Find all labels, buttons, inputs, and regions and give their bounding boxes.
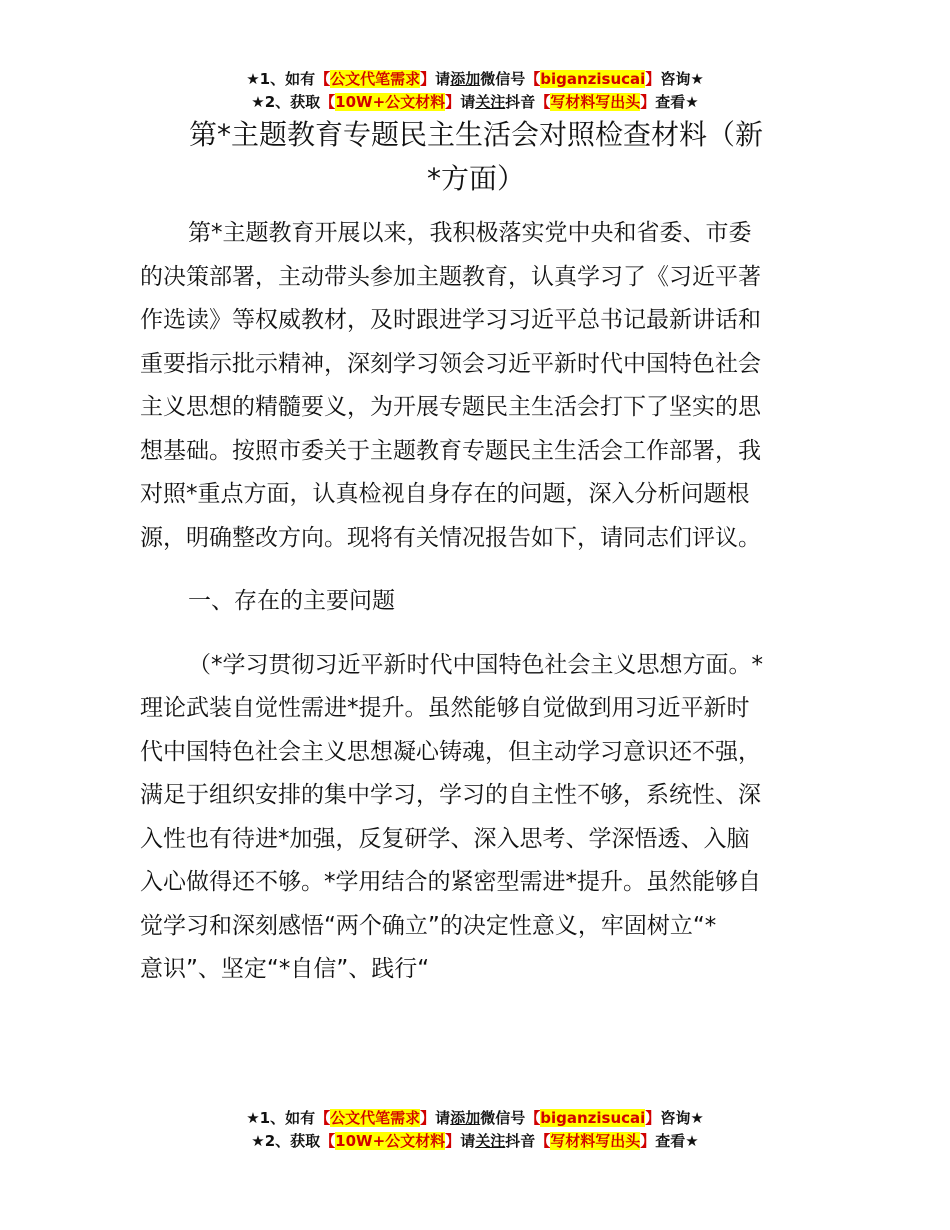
text-line: 入性也有待进*加强，反复研学、深入思考、学深悟透、入脑 bbox=[140, 825, 750, 852]
highlight-materials: 10W+公文材料 bbox=[335, 93, 446, 111]
bracket: 【 bbox=[315, 1109, 331, 1127]
document-body bbox=[140, 212, 812, 992]
banner-line-1 bbox=[0, 1107, 950, 1130]
paragraph-gap bbox=[140, 624, 812, 644]
banner-underlined-text: 添加 bbox=[450, 1109, 481, 1127]
banner-line-1 bbox=[0, 68, 950, 91]
text-line: 对照*重点方面，认真检视自身存在的问题，深入分析问题根 bbox=[140, 481, 750, 507]
bracket: 【 bbox=[320, 93, 336, 111]
banner-text: 咨询★ bbox=[660, 1109, 704, 1127]
text-line: 想基础。按照市委关于主题教育专题民主生活会工作部署，我 bbox=[140, 437, 761, 464]
banner-text: 抖音 bbox=[505, 93, 536, 111]
highlight-douyin-account: 写材料写出头 bbox=[550, 93, 641, 111]
paragraph-gap bbox=[140, 560, 812, 580]
banner-text: ★1、如有 bbox=[246, 70, 316, 88]
text-line: （*学习贯彻习近平新时代中国特色社会主义思想方面。* bbox=[188, 651, 763, 678]
banner-text: 请 bbox=[460, 93, 476, 111]
bracket: 】 bbox=[640, 93, 656, 111]
text-line: 满足于组织安排的集中学习，学习的自主性不够，系统性、深 bbox=[140, 782, 761, 808]
title-line: 第*主题教育专题民主生活会对照检查材料（新 bbox=[188, 118, 763, 151]
banner-text: 咨询★ bbox=[660, 70, 704, 88]
document-title bbox=[140, 113, 812, 201]
text-line: 的决策部署，主动带头参加主题教育，认真学习了《习近平著 bbox=[140, 263, 761, 290]
text-line: 理论武装自觉性需进*提升。虽然能够自觉做到用习近平新时 bbox=[140, 695, 750, 721]
bracket: 】 bbox=[445, 93, 461, 111]
bracket: 【 bbox=[535, 1132, 551, 1150]
bracket: 【 bbox=[315, 70, 331, 88]
banner-text: ★2、获取 bbox=[251, 93, 321, 111]
bracket: 】 bbox=[420, 1109, 436, 1127]
bracket: 】 bbox=[640, 1132, 656, 1150]
banner-underlined-text: 关注 bbox=[475, 93, 506, 111]
banner-text: 微信号 bbox=[480, 1109, 526, 1127]
banner-underlined-text: 关注 bbox=[475, 1132, 506, 1150]
section-heading: 一、存在的主要问题 bbox=[188, 588, 395, 614]
text-line: 第*主题教育开展以来，我积极落实党中央和省委、市委 bbox=[188, 220, 752, 246]
banner-line-2 bbox=[0, 1130, 950, 1153]
highlight-douyin-account: 写材料写出头 bbox=[550, 1132, 641, 1150]
highlight-wechat-id: biganzisucai bbox=[540, 1109, 646, 1127]
text-line: 觉学习和深刻感悟“两个确立”的决定性意义，牢固树立“* bbox=[140, 912, 717, 939]
text-line: 代中国特色社会主义思想凝心铸魂，但主动学习意识还不强， bbox=[140, 738, 761, 765]
highlight-wechat-id: biganzisucai bbox=[540, 70, 646, 88]
paragraph-intro bbox=[140, 212, 812, 560]
banner-text: ★2、获取 bbox=[251, 1132, 321, 1150]
bracket: 【 bbox=[525, 70, 541, 88]
text-line: 源，明确整改方向。现将有关情况报告如下，请同志们评议。 bbox=[140, 524, 761, 551]
text-line: 主义思想的精髓要义，为开展专题民主生活会打下了坚实的思 bbox=[140, 394, 761, 420]
text-line: 意识”、坚定“*自信”、践行“ bbox=[140, 956, 430, 982]
bracket: 【 bbox=[535, 93, 551, 111]
text-line: 重要指示批示精神，深刻学习领会习近平新时代中国特色社会 bbox=[140, 350, 761, 377]
banner-text: 请 bbox=[460, 1132, 476, 1150]
banner-line-2 bbox=[0, 91, 950, 114]
text-line: 作选读》等权威教材，及时跟进学习习近平总书记最新讲话和 bbox=[140, 307, 761, 333]
header-banner bbox=[0, 68, 950, 114]
banner-text: ★1、如有 bbox=[246, 1109, 316, 1127]
banner-text: 请 bbox=[435, 70, 451, 88]
banner-text: 查看★ bbox=[655, 93, 699, 111]
text-line: 入心做得还不够。*学用结合的紧密型需进*提升。虽然能够自 bbox=[140, 869, 761, 895]
banner-text: 查看★ bbox=[655, 1132, 699, 1150]
paragraph-problems bbox=[140, 644, 812, 992]
highlight-ghostwriting: 公文代笔需求 bbox=[330, 70, 421, 88]
highlight-ghostwriting: 公文代笔需求 bbox=[330, 1109, 421, 1127]
title-line: *方面） bbox=[426, 162, 525, 195]
banner-underlined-text: 添加 bbox=[450, 70, 481, 88]
bracket: 】 bbox=[645, 1109, 661, 1127]
bracket: 】 bbox=[445, 1132, 461, 1150]
bracket: 】 bbox=[645, 70, 661, 88]
banner-text: 微信号 bbox=[480, 70, 526, 88]
highlight-materials: 10W+公文材料 bbox=[335, 1132, 446, 1150]
bracket: 】 bbox=[420, 70, 436, 88]
footer-banner bbox=[0, 1107, 950, 1153]
banner-text: 请 bbox=[435, 1109, 451, 1127]
bracket: 【 bbox=[525, 1109, 541, 1127]
banner-text: 抖音 bbox=[505, 1132, 536, 1150]
bracket: 【 bbox=[320, 1132, 336, 1150]
